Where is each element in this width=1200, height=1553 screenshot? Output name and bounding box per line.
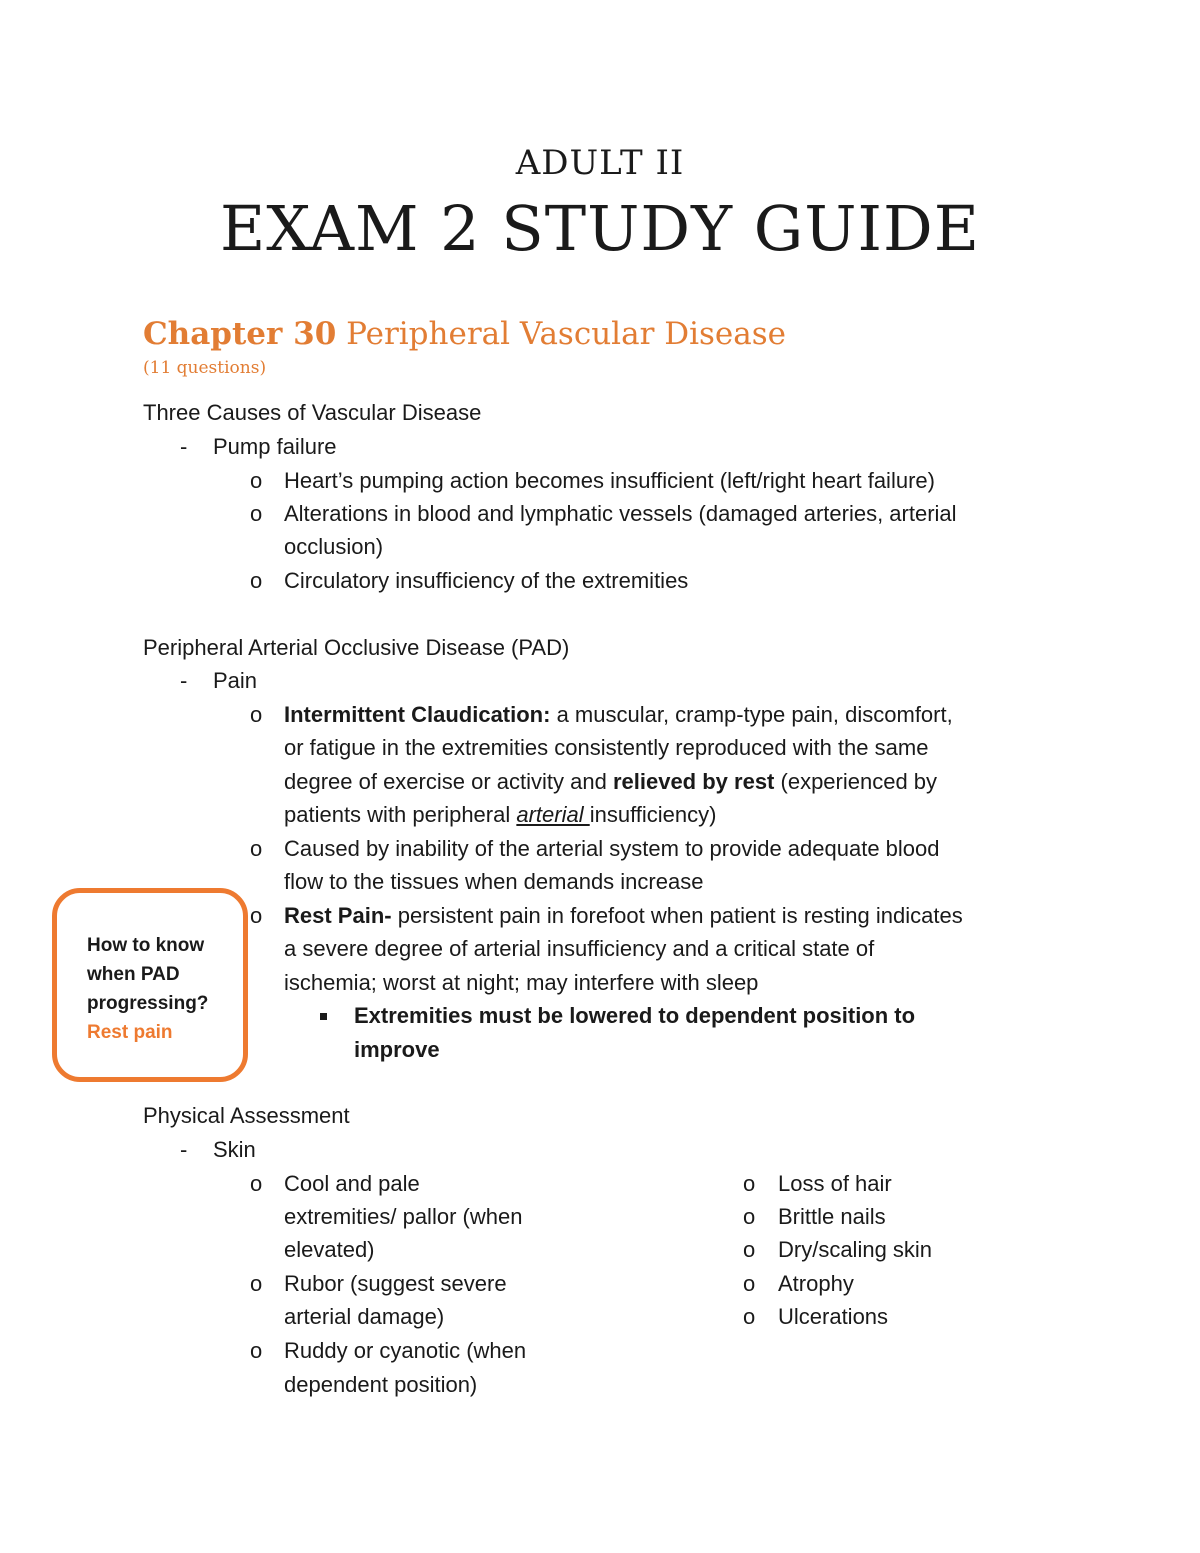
skin-finding-cont: elevated) [284, 1237, 375, 1262]
assessment-item: Skin [213, 1137, 256, 1162]
pad-heading: Peripheral Arterial Occlusive Disease (PAD) [143, 635, 570, 660]
assessment-heading: Physical Assessment [143, 1103, 350, 1128]
skin-finding: Rubor (suggest severe [284, 1271, 507, 1296]
circle-bullet: o [743, 1171, 756, 1196]
causes-item: Pump failure [213, 434, 337, 459]
skin-finding: Loss of hair [778, 1171, 892, 1196]
rest-pain-line: ischemia; worst at night; may interfere with sleep [284, 970, 759, 995]
circle-bullet: o [250, 468, 263, 493]
callout-text [87, 931, 237, 1047]
circle-bullet: o [250, 568, 263, 593]
rest-pain-line [284, 899, 963, 933]
circle-bullet: o [743, 1271, 756, 1296]
skin-finding: Ruddy or cyanotic (when [284, 1338, 527, 1363]
skin-finding: Ulcerations [778, 1304, 889, 1329]
dash-marker: - [180, 668, 188, 693]
callout-answer: Rest pain [87, 1022, 173, 1043]
circle-bullet: o [250, 903, 263, 928]
chapter-question-count: (11 questions) [143, 358, 267, 378]
claudication-text: a muscular, cramp-type pain, discomfort, [550, 702, 953, 727]
rest-pain-subitem: Extremities must be lowered to dependent position to [354, 1003, 916, 1028]
claudication-line [284, 798, 716, 832]
claudication-text: (experienced by [774, 769, 938, 794]
relieved-by-rest: relieved by rest [612, 769, 775, 794]
causes-subitem: Circulatory insufficiency of the extremities [284, 568, 689, 593]
pad-item: Pain [213, 668, 258, 693]
claudication-line [284, 698, 953, 732]
claudication-text: degree of exercise or activity and [284, 769, 613, 794]
circle-bullet: o [250, 836, 263, 861]
circle-bullet: o [250, 501, 263, 526]
rest-pain-term: Rest Pain- [284, 903, 392, 928]
circle-bullet: o [250, 702, 263, 727]
skin-finding: Dry/scaling skin [778, 1237, 933, 1262]
skin-finding: Brittle nails [778, 1204, 886, 1229]
dash-marker: - [180, 1137, 188, 1162]
chapter-name: Peripheral Vascular Disease [346, 316, 786, 352]
circle-bullet: o [250, 1338, 263, 1363]
skin-finding-cont: arterial damage) [284, 1304, 445, 1329]
skin-finding-cont: dependent position) [284, 1372, 478, 1397]
chapter-heading [143, 316, 786, 352]
causes-subitem: Heart’s pumping action becomes insufficient (left/right heart failure) [284, 468, 935, 493]
square-bullet [320, 1013, 327, 1020]
rest-pain-line: a severe degree of arterial insufficiency and a critical state of [284, 936, 875, 961]
dash-marker: - [180, 434, 188, 459]
skin-finding: Atrophy [778, 1271, 854, 1296]
claudication-term: Intermittent Claudication: [284, 702, 551, 727]
rest-pain-text: persistent pain in forefoot when patient is resting indicates [391, 903, 963, 928]
circle-bullet: o [250, 1271, 263, 1296]
document-subtitle: ADULT II [515, 143, 685, 183]
skin-finding-cont: extremities/ pallor (when [284, 1204, 523, 1229]
chapter-number: Chapter 30 [143, 316, 337, 352]
causes-subitem-cont: occlusion) [284, 534, 384, 559]
caused-line: Caused by inability of the arterial system to provide adequate blood [284, 836, 940, 861]
document-title: EXAM 2 STUDY GUIDE [220, 192, 980, 265]
circle-bullet: o [250, 1171, 263, 1196]
pad-progress-callout [52, 888, 248, 1082]
causes-subitem: Alterations in blood and lymphatic vessels (damaged arteries, arterial [284, 501, 957, 526]
caused-line: flow to the tissues when demands increase [284, 869, 704, 894]
circle-bullet: o [743, 1237, 756, 1262]
claudication-line [284, 765, 937, 799]
callout-question: How to know when PAD progressing? [87, 935, 209, 1014]
claudication-text: patients with peripheral [284, 802, 517, 827]
claudication-text: insufficiency) [589, 802, 717, 827]
claudication-line: or fatigue in the extremities consistently reproduced with the same [284, 735, 929, 760]
skin-finding: Cool and pale [284, 1171, 420, 1196]
circle-bullet: o [743, 1304, 756, 1329]
rest-pain-subitem-cont: improve [354, 1037, 440, 1062]
circle-bullet: o [743, 1204, 756, 1229]
causes-heading: Three Causes of Vascular Disease [143, 400, 482, 425]
arterial-emphasis: arterial [516, 802, 590, 827]
